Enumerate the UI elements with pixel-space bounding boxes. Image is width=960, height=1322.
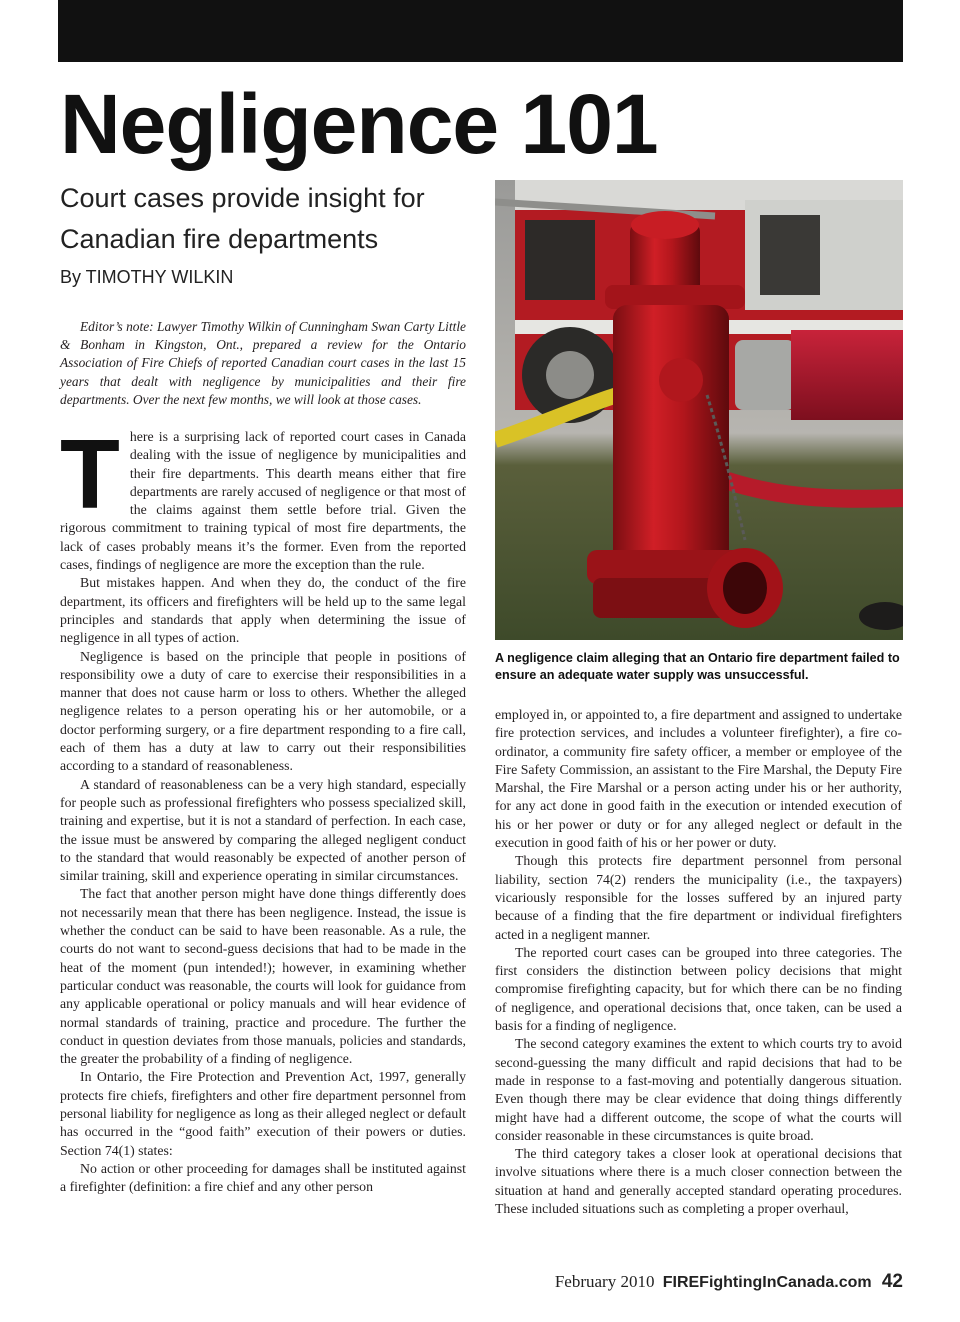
- fire-hydrant-photo: [495, 180, 903, 640]
- paragraph: The reported court cases can be grouped into three categories. The first considers the distinction between policy decisions that might compromise firefighting capacity, but for which there can be no finding of negligence, and operational decisions that, once taken, can be used a basis for a finding of negligence.: [495, 944, 902, 1034]
- paragraph: The third category takes a closer look at operational decisions that involve situations where there is a much closer connection between the situation at hand and generally accepted standard operating procedures. These included situations such as completing a proper overhaul,: [495, 1146, 902, 1217]
- paragraph: The second category examines the extent to which courts try to avoid second-guessing the many difficult and rapid decisions that had to be made in response to a fast-moving and potentially dangerous situation. Even though there may be clear evidence that doing things differently might have had a different outcome, the scope of what the courts will consider reasonable in these circumstances is quite broad.: [495, 1036, 902, 1143]
- paragraph: Negligence is based on the principle that people in positions of responsibility owe a duty of care to exercise their responsibilities in a manner that does not cause harm or loss to others. Whether the alleged negligence relates to a person operating his or her automobile, or a doctor performing surgery, or a fire department responding to a fire call, each of them has a duty at law to carry out their responsibilities according to a standard of reasonableness.: [60, 648, 466, 774]
- column-left: [60, 419, 466, 1196]
- paragraph: Though this protects fire department personnel from personal liability, section 74(2) renders the municipality (i.e., the taxpayers) vicariously responsible for the losses suffered by an injured party because of a finding that the fire department or individual firefighters acted in a negligent manner.: [495, 853, 902, 942]
- paragraph: A standard of reasonableness can be a very high standard, especially for people such as professional firefighters who possess specialized skill, training and expertise, but it is not a standard of perfection. In each case, the issue must be answered by comparing the alleged negligent conduct to the standard that would reasonably be expected of another person of similar training, skill and experience operating in similar circumstances.: [60, 776, 466, 884]
- editor-note: Editor’s note: Lawyer Timothy Wilkin of Cunningham Swan Carty Little & Bonham in Kingston, Ont., prepared a review for the Ontario Association of Fire Chiefs of reported Canadian court cases in the last 15 years that dealt with negligence by municipalities and their fire departments. Over the next few months, we will look at those cases.: [60, 319, 466, 407]
- statute-quote: No action or other proceeding for damages shall be instituted against a firefighter (definition: a fire chief and any other person: [60, 1160, 466, 1195]
- statute-quote-continued: employed in, or appointed to, a fire department and assigned to undertake fire protection services, and includes a volunteer firefighter), a fire co-ordinator, a community fire safety officer, a member or employee of the Fire Safety Commission, an assistant to the Fire Marshal, the Deputy Fire Marshal, the Fire Marshal or a person acting under his or her authority, for any act done in good faith in the execution or intended execution of his or her power or duty or for any alleged neglect or default in the execution in good faith of his or her power or duty.: [495, 707, 902, 851]
- website-link[interactable]: FIREFightingInCanada.com: [662, 1274, 872, 1291]
- column-right: [495, 706, 902, 1218]
- paragraph-text: here is a surprising lack of reported court cases in Canada dealing with the issue of negligence by municipalities and their fire departments. This dearth means either that fire departments are rarely accused of negligence or that most of the claims against them settle before trial. Given the rigorous commitment to training typical of most fire departments, the lack of cases probably means it’s the former. Even from the reported cases, findings of negligence are more the exception than the rule.: [60, 429, 466, 573]
- photo-caption: A negligence claim alleging that an Ontario fire department failed to ensure an adequate water supply was unsuccessful.: [495, 651, 900, 682]
- paragraph: In Ontario, the Fire Protection and Prevention Act, 1997, generally protects fire chiefs, firefighters and other fire department personnel from personal liability for negligence as long as their alleged neglect or default has occurred in the “good faith” execution of their powers or duties. Section 74(1) states:: [60, 1069, 466, 1158]
- article-title: Negligence 101: [60, 77, 658, 171]
- byline: By TIMOTHY WILKIN: [60, 267, 234, 287]
- paragraph: [60, 419, 466, 574]
- issue-date: February 2010: [554, 1272, 655, 1291]
- paragraph: But mistakes happen. And when they do, the conduct of the fire department, its officers and firefighters will be held up to the same legal principles and standards that apply when determining the issue of negligence in all types of action.: [60, 575, 466, 646]
- drop-cap: T: [60, 419, 120, 529]
- article-subtitle: Court cases provide insight for Canadian fire departments: [60, 183, 425, 254]
- header-bar: [58, 0, 903, 62]
- page-number: 42: [881, 1271, 903, 1292]
- page-footer: [555, 1270, 903, 1295]
- paragraph: The fact that another person might have done things differently does not necessarily mean that there has been negligence. Instead, the issue is whether the conduct can be said to have been reasonable. As a rule, the courts do not want to second-guess decisions that had to be made in the heat of the moment (pun intended!); however, in examining whether particular conduct was reasonable, the courts will look for guidance from any applicable operational or policy manuals and will hear evidence of normal standards of training, practice and procedure. The further the conduct in question deviates from those manuals, policies and standards, the greater the probability of a finding of negligence.: [60, 886, 466, 1067]
